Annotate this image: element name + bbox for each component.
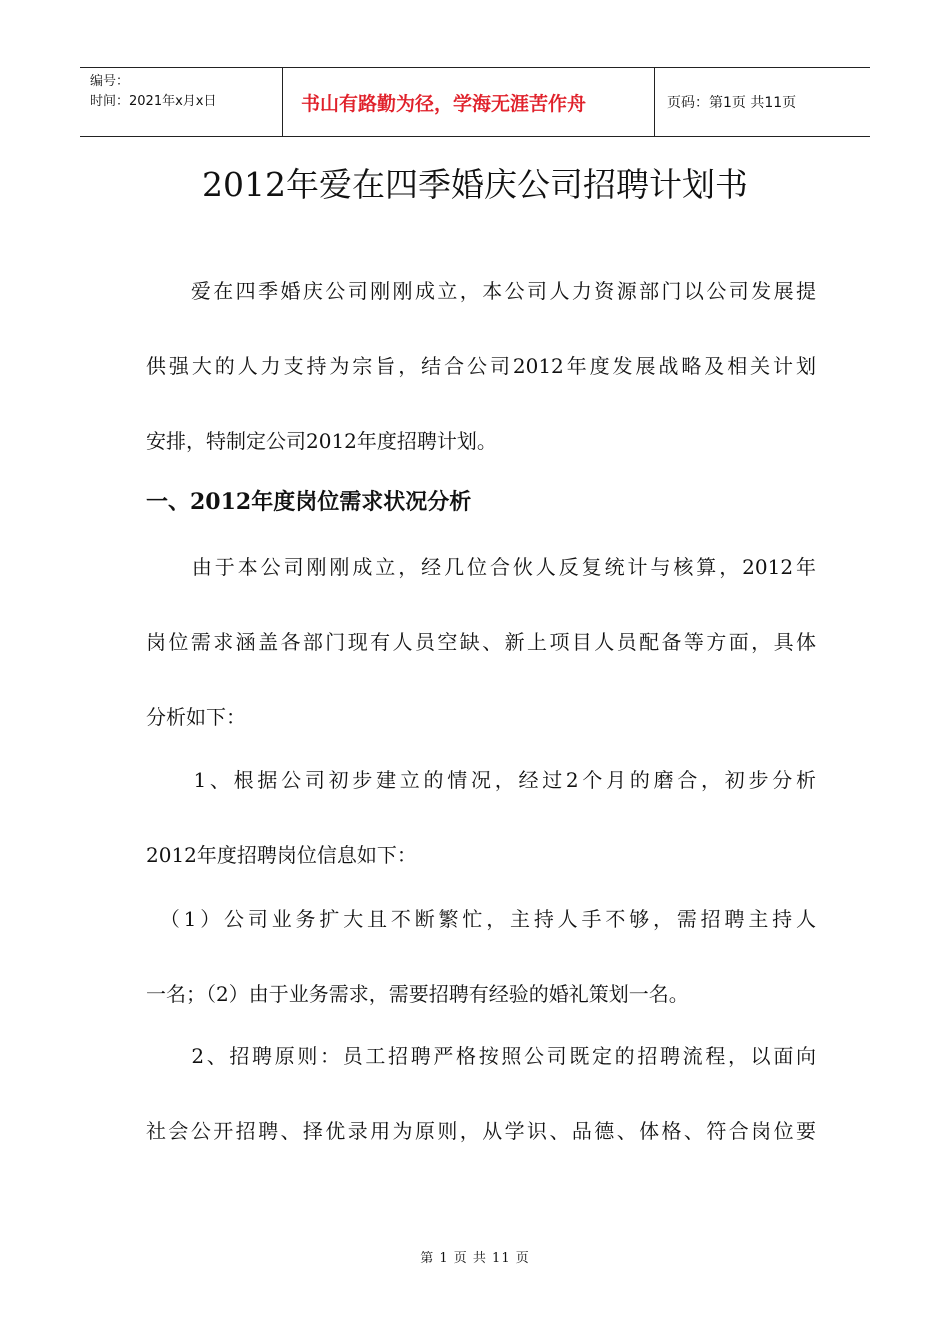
header-motto: 书山有路勤为径，学海无涯苦作舟 bbox=[282, 68, 655, 136]
intro-paragraph bbox=[146, 276, 816, 501]
item2-line: 社会公开招聘、择优录用为原则，从学识、品德、体格、符合岗位要 bbox=[146, 1119, 816, 1143]
number-label: 编号： bbox=[90, 74, 130, 89]
section1-line: 由于本公司刚刚成立，经几位合伙人反复统计与核算，2012年 bbox=[146, 555, 816, 579]
item1-sub-paragraph bbox=[146, 904, 816, 1054]
header-table bbox=[80, 67, 870, 137]
page-footer: 第 1 页 共 11 页 bbox=[420, 1251, 530, 1266]
item1-sub-line: （1）公司业务扩大且不断繁忙，主持人手不够，需招聘主持人 bbox=[146, 907, 816, 931]
item2-paragraph bbox=[146, 1041, 816, 1191]
intro-line: 安排，特制定公司2012年度招聘计划。 bbox=[146, 429, 497, 453]
header-page-info: 页码：第1页 共11页 bbox=[667, 95, 797, 111]
section1-line: 分析如下： bbox=[146, 705, 246, 729]
time-label: 时间：2021年x月x日 bbox=[90, 94, 217, 109]
section-heading: 一、2012年度岗位需求状况分析 bbox=[146, 489, 472, 515]
intro-line: 供强大的人力支持为宗旨，结合公司2012年度发展战略及相关计划 bbox=[146, 354, 816, 378]
item1-paragraph bbox=[146, 765, 816, 915]
item1-line: 1、根据公司初步建立的情况，经过2个月的磨合，初步分析 bbox=[146, 768, 816, 792]
section1-line: 岗位需求涵盖各部门现有人员空缺、新上项目人员配备等方面，具体 bbox=[146, 630, 816, 654]
intro-line: 爱在四季婚庆公司刚刚成立，本公司人力资源部门以公司发展提 bbox=[146, 279, 816, 303]
item2-line: 2、招聘原则：员工招聘严格按照公司既定的招聘流程，以面向 bbox=[146, 1044, 816, 1068]
item1-sub-line: 一名；（2）由于业务需求，需要招聘有经验的婚礼策划一名。 bbox=[146, 982, 689, 1006]
item1-line: 2012年度招聘岗位信息如下： bbox=[146, 843, 417, 867]
header-meta bbox=[80, 68, 282, 136]
section1-paragraph bbox=[146, 552, 816, 777]
document-title: 2012年爱在四季婚庆公司招聘计划书 bbox=[202, 165, 748, 204]
